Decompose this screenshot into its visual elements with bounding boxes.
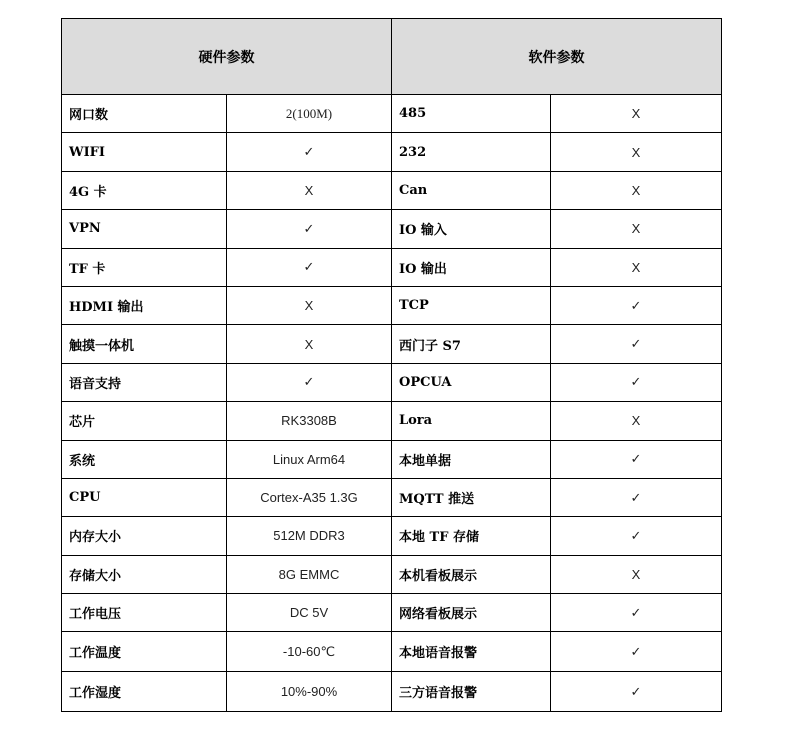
hw-label: 工作温度 bbox=[62, 632, 227, 672]
spec-table bbox=[61, 18, 722, 712]
table-row bbox=[62, 325, 722, 363]
sw-value: X bbox=[551, 95, 722, 133]
table-row bbox=[62, 440, 722, 478]
hw-label: 工作湿度 bbox=[62, 672, 227, 712]
table-row bbox=[62, 594, 722, 632]
hw-label: 系统 bbox=[62, 440, 227, 478]
hw-label: WIFI bbox=[62, 133, 227, 171]
hw-value: ✓ bbox=[227, 133, 392, 171]
hw-value: RK3308B bbox=[227, 402, 392, 440]
sw-value: ✓ bbox=[551, 672, 722, 712]
hw-value: X bbox=[227, 325, 392, 363]
sw-label: 三方语音报警 bbox=[392, 672, 551, 712]
sw-value: X bbox=[551, 248, 722, 286]
table-row bbox=[62, 286, 722, 324]
table-row bbox=[62, 555, 722, 593]
sw-label: MQTT 推送 bbox=[392, 478, 551, 516]
sw-value: ✓ bbox=[551, 440, 722, 478]
hw-value: 2(100M) bbox=[227, 95, 392, 133]
hw-label: 触摸一体机 bbox=[62, 325, 227, 363]
hw-label: CPU bbox=[62, 478, 227, 516]
sw-label: 本地单据 bbox=[392, 440, 551, 478]
hw-value: Cortex-A35 1.3G bbox=[227, 478, 392, 516]
sw-label: Can bbox=[392, 171, 551, 209]
table-row bbox=[62, 517, 722, 555]
hw-value: X bbox=[227, 286, 392, 324]
sw-label: 网络看板展示 bbox=[392, 594, 551, 632]
hw-value: Linux Arm64 bbox=[227, 440, 392, 478]
hw-label: 芯片 bbox=[62, 402, 227, 440]
sw-value: X bbox=[551, 402, 722, 440]
hw-value: 512M DDR3 bbox=[227, 517, 392, 555]
table-row bbox=[62, 363, 722, 401]
sw-value: X bbox=[551, 555, 722, 593]
sw-label: 本地 TF 存储 bbox=[392, 517, 551, 555]
sw-value: ✓ bbox=[551, 286, 722, 324]
table-row bbox=[62, 672, 722, 712]
hw-value: DC 5V bbox=[227, 594, 392, 632]
table-header-row bbox=[62, 19, 722, 95]
sw-label: 485 bbox=[392, 95, 551, 133]
sw-value: ✓ bbox=[551, 632, 722, 672]
hw-label: VPN bbox=[62, 210, 227, 248]
sw-label: TCP bbox=[392, 286, 551, 324]
sw-label: Lora bbox=[392, 402, 551, 440]
hw-value: 8G EMMC bbox=[227, 555, 392, 593]
hw-label: 内存大小 bbox=[62, 517, 227, 555]
hw-value: X bbox=[227, 171, 392, 209]
hw-label: 网口数 bbox=[62, 95, 227, 133]
table-row bbox=[62, 248, 722, 286]
sw-value: ✓ bbox=[551, 517, 722, 555]
sw-label: IO 输出 bbox=[392, 248, 551, 286]
hw-label: 4G 卡 bbox=[62, 171, 227, 209]
table-row bbox=[62, 210, 722, 248]
sw-value: X bbox=[551, 171, 722, 209]
table-row bbox=[62, 171, 722, 209]
table-row bbox=[62, 478, 722, 516]
sw-label: OPCUA bbox=[392, 363, 551, 401]
hw-label: 存储大小 bbox=[62, 555, 227, 593]
hw-value: ✓ bbox=[227, 248, 392, 286]
hw-value: -10-60℃ bbox=[227, 632, 392, 672]
hw-label: TF 卡 bbox=[62, 248, 227, 286]
hw-label: 语音支持 bbox=[62, 363, 227, 401]
table-row bbox=[62, 95, 722, 133]
sw-value: ✓ bbox=[551, 594, 722, 632]
table-row bbox=[62, 632, 722, 672]
hw-label: HDMI 输出 bbox=[62, 286, 227, 324]
sw-label: 本机看板展示 bbox=[392, 555, 551, 593]
sw-value: X bbox=[551, 133, 722, 171]
hw-value: ✓ bbox=[227, 210, 392, 248]
sw-label: 本地语音报警 bbox=[392, 632, 551, 672]
hw-value: ✓ bbox=[227, 363, 392, 401]
sw-value: X bbox=[551, 210, 722, 248]
hardware-header: 硬件参数 bbox=[62, 19, 392, 95]
sw-value: ✓ bbox=[551, 363, 722, 401]
table-row bbox=[62, 402, 722, 440]
sw-label: 西门子 S7 bbox=[392, 325, 551, 363]
sw-value: ✓ bbox=[551, 325, 722, 363]
software-header: 软件参数 bbox=[392, 19, 722, 95]
sw-label: IO 输入 bbox=[392, 210, 551, 248]
table-row bbox=[62, 133, 722, 171]
sw-value: ✓ bbox=[551, 478, 722, 516]
sw-label: 232 bbox=[392, 133, 551, 171]
hw-value: 10%-90% bbox=[227, 672, 392, 712]
hw-label: 工作电压 bbox=[62, 594, 227, 632]
